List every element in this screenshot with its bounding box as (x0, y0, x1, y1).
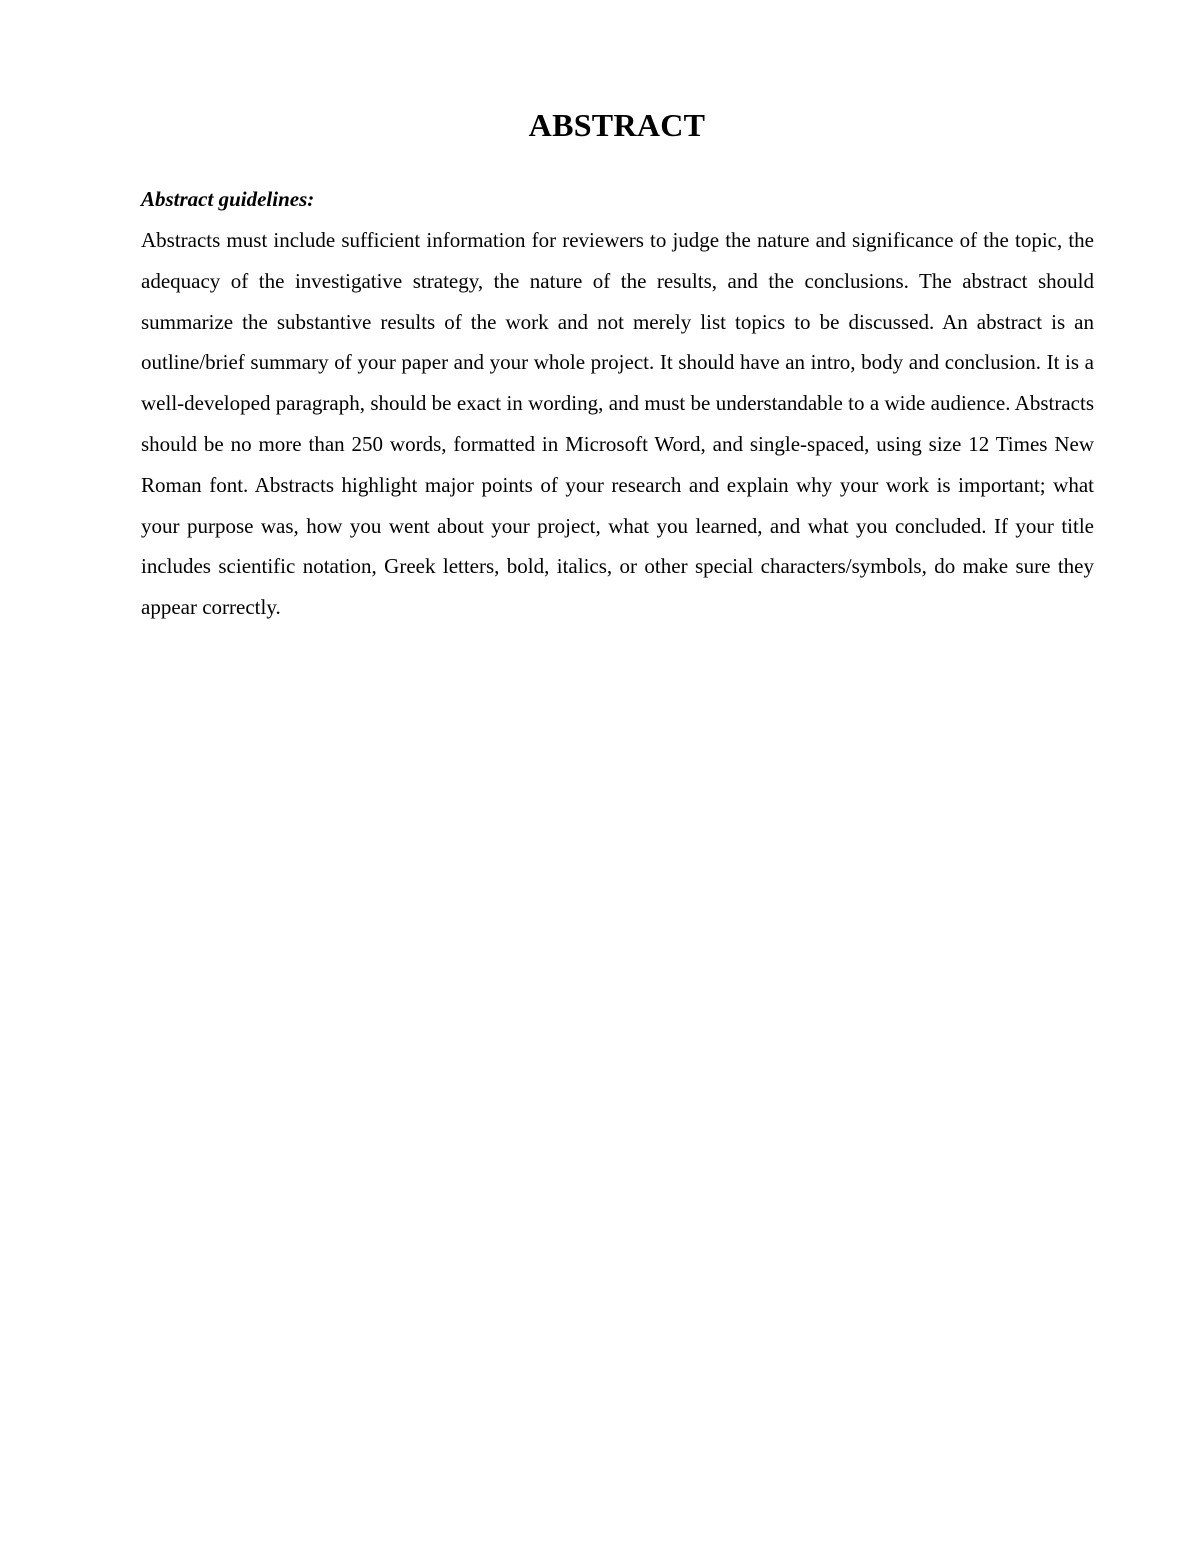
section-subheading: Abstract guidelines: (141, 187, 315, 211)
abstract-paragraph: Abstracts must include sufficient information for reviewers to judge the nature and significance of the topic, the adequacy of the investigative strategy, the nature of the results, and the conclusions. The abstract should summarize the substantive results of the work and not merely list topics to be discussed. An abstract is an outline/brief summary of your paper and your whole project. It should have an intro, body and conclusion. It is a well-developed paragraph, should be exact in wording, and must be understandable to a wide audience. Abstracts should be no more than 250 words, formatted in Microsoft Word, and single-spaced, using size 12 Times New Roman font. Abstracts highlight major points of your research and explain why your work is important; what your purpose was, how you went about your project, what you learned, and what you concluded. If your title includes scientific notation, Greek letters, bold, italics, or other special characters/symbols, do make sure they appear correctly. (141, 228, 1094, 620)
abstract-section (141, 182, 1094, 628)
page-title: ABSTRACT (528, 107, 706, 143)
